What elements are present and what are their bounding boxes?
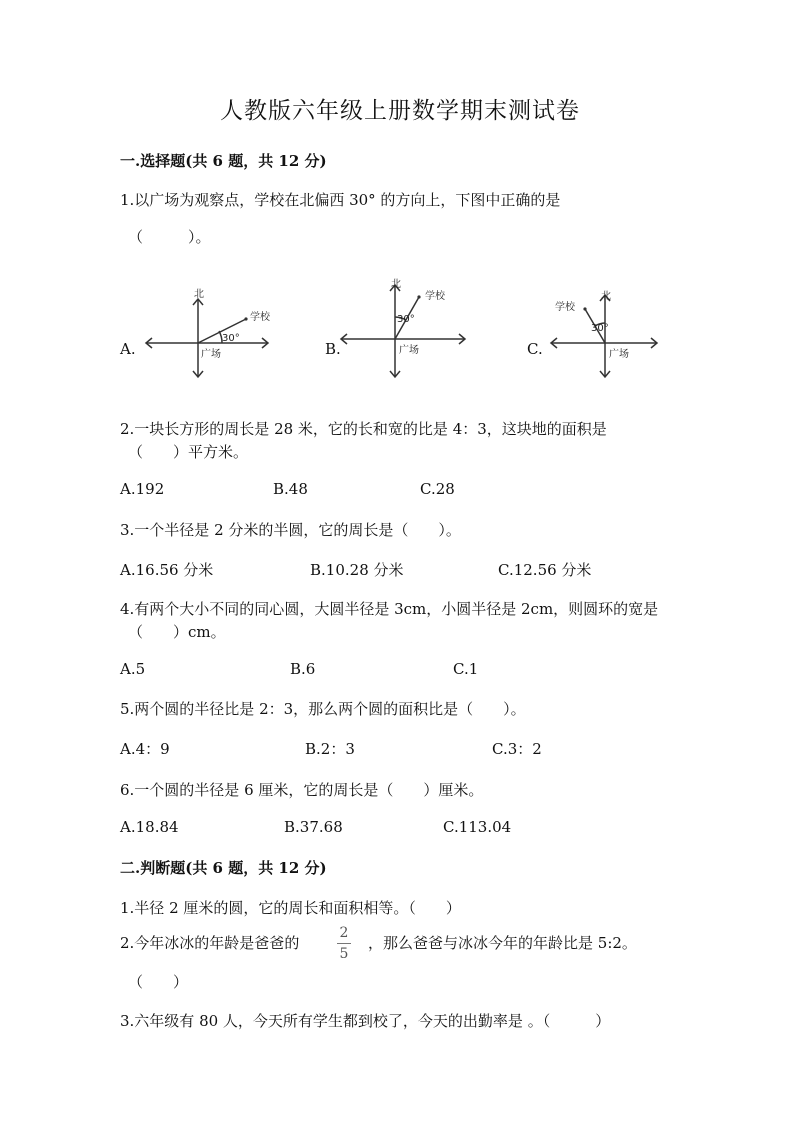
question-1-text: 1.以广场为观察点，学校在北偏西 30° 的方向上，下图中正确的是 bbox=[120, 191, 561, 209]
north-label: 北 bbox=[391, 279, 401, 290]
q3-option-a: A.16.56 分米 bbox=[120, 561, 214, 579]
judgment-2-text-after: ，那么爸爸与冰冰今年的年龄比是 5:2。 bbox=[368, 934, 637, 952]
question-3-text: 3.一个半径是 2 分米的半圆，它的周长是（ ）。 bbox=[120, 521, 461, 539]
q2-option-b: B.48 bbox=[273, 480, 308, 498]
q6-option-b: B.37.68 bbox=[284, 818, 343, 836]
section-heading-judgment: 二.判断题(共 6 题，共 12 分) bbox=[120, 859, 327, 877]
q2-option-c: C.28 bbox=[420, 480, 455, 498]
q4-option-c: C.1 bbox=[453, 660, 479, 678]
q3-option-c: C.12.56 分米 bbox=[498, 561, 592, 579]
angle-label: 30° bbox=[591, 323, 609, 334]
q2-option-a: A.192 bbox=[120, 480, 165, 498]
judgment-1-text: 1.半径 2 厘米的圆，它的周长和面积相等。（ ） bbox=[120, 899, 461, 917]
square-label: 广场 bbox=[609, 349, 629, 360]
north-label: 北 bbox=[601, 291, 611, 302]
school-label: 学校 bbox=[555, 302, 575, 313]
fraction-denominator: 5 bbox=[339, 946, 349, 962]
angle-label: 30° bbox=[397, 314, 415, 325]
q6-option-c: C.113.04 bbox=[443, 818, 512, 836]
q1-option-a-diagram bbox=[140, 285, 280, 385]
q5-option-a: A.4：9 bbox=[120, 740, 170, 758]
q5-option-c: C.3：2 bbox=[492, 740, 542, 758]
question-6-text: 6.一个圆的半径是 6 厘米，它的周长是（ ）厘米。 bbox=[120, 781, 484, 799]
section-heading-choice: 一.选择题(共 6 题，共 12 分) bbox=[120, 152, 327, 170]
judgment-3-text: 3.六年级有 80 人，今天所有学生都到校了，今天的出勤率是 。（ ） bbox=[120, 1012, 611, 1030]
angle-label: 30° bbox=[222, 333, 240, 344]
q1-option-c-diagram bbox=[545, 285, 665, 385]
q5-option-b: B.2：3 bbox=[305, 740, 355, 758]
judgment-2-blank: （ ） bbox=[128, 973, 189, 991]
page-title: 人教版六年级上册数学期末测试卷 bbox=[220, 98, 580, 124]
q1-option-b-diagram bbox=[335, 275, 475, 385]
q1-option-b-label: B. bbox=[325, 340, 341, 358]
q6-option-a: A.18.84 bbox=[120, 818, 179, 836]
north-label: 北 bbox=[194, 289, 204, 300]
q4-option-b: B.6 bbox=[290, 660, 316, 678]
question-2-text: 2.一块长方形的周长是 28 米，它的长和宽的比是 4：3，这块地的面积是 bbox=[120, 420, 607, 438]
school-label: 学校 bbox=[250, 312, 270, 323]
question-5-text: 5.两个圆的半径比是 2：3，那么两个圆的面积比是（ ）。 bbox=[120, 700, 526, 718]
school-label: 学校 bbox=[425, 291, 445, 302]
fraction-numerator: 2 bbox=[337, 926, 351, 944]
q3-option-b: B.10.28 分米 bbox=[310, 561, 404, 579]
square-label: 广场 bbox=[399, 345, 419, 356]
q1-option-a-label: A. bbox=[120, 340, 136, 358]
question-4-text: 4.有两个大小不同的同心圆，大圆半径是 3cm，小圆半径是 2cm，则圆环的宽是 bbox=[120, 600, 659, 618]
q4-option-a: A.5 bbox=[120, 660, 146, 678]
question-2-blank: （ ）平方米。 bbox=[128, 443, 249, 461]
fraction-two-fifths bbox=[337, 926, 351, 961]
q1-option-c-label: C. bbox=[527, 340, 543, 358]
square-label: 广场 bbox=[201, 349, 221, 360]
question-4-blank: （ ）cm。 bbox=[128, 623, 226, 641]
judgment-2-text-before: 2.今年冰冰的年龄是爸爸的 bbox=[120, 934, 300, 952]
question-1-blank: （ ）。 bbox=[128, 228, 211, 246]
